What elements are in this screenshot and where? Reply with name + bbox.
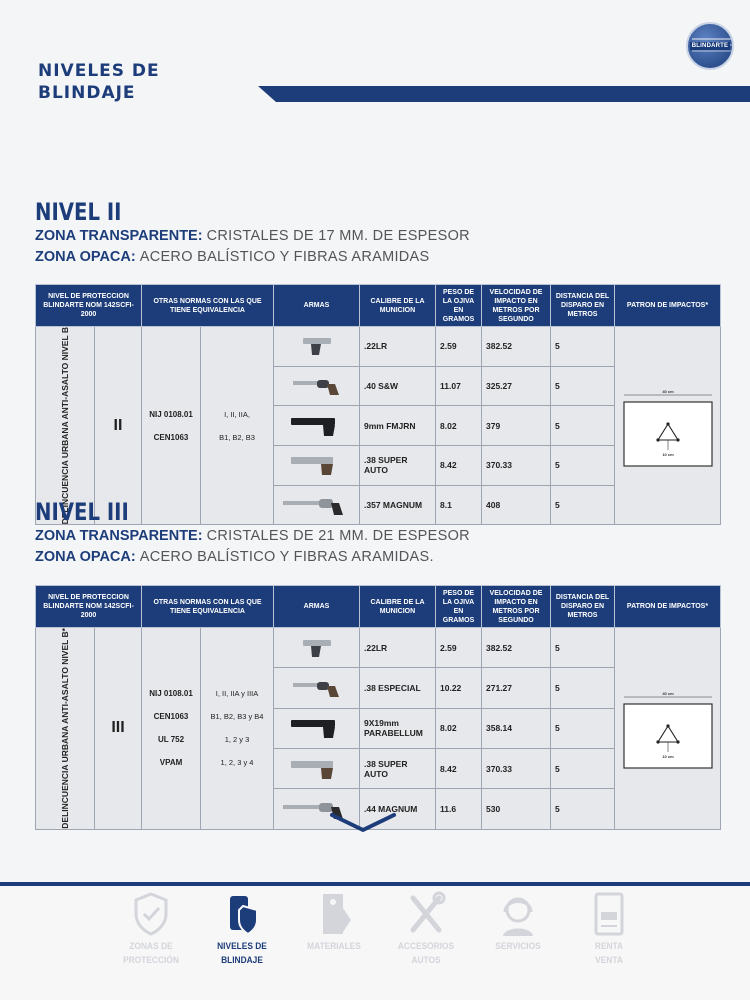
distancia-cell: 5 bbox=[551, 668, 615, 708]
norm-item: NIJ 0108.01 bbox=[149, 689, 193, 699]
logo-text: BLINDARTE bbox=[691, 43, 729, 49]
header-normas: OTRAS NORMAS CON LAS QUE TIENE EQUIVALENCIA bbox=[142, 285, 274, 327]
nav-label-line2: PROTECCIÓN bbox=[123, 955, 179, 966]
nav-item-label bbox=[478, 940, 559, 954]
distancia-cell: 5 bbox=[551, 327, 615, 367]
zona-opaca-value: ACERO BALÍSTICO Y FIBRAS ARAMIDAS bbox=[139, 249, 430, 265]
spec-table-nivel-iii bbox=[35, 585, 721, 830]
category-cell bbox=[36, 327, 95, 525]
nav-item-label bbox=[294, 940, 375, 954]
equivalence-item: 1, 2, 3 y 4 bbox=[220, 758, 254, 768]
distancia-cell: 5 bbox=[551, 446, 615, 486]
gun-cell bbox=[274, 668, 360, 708]
velocidad-cell: 382.52 bbox=[482, 327, 551, 367]
silver-pistol-icon bbox=[277, 757, 357, 781]
nav-item-3[interactable] bbox=[288, 888, 380, 954]
equivalence-item: B1, B2, B3 y B4 bbox=[210, 712, 264, 722]
nav-label-line2: BLINDAJE bbox=[221, 955, 263, 966]
patron-cell bbox=[615, 327, 721, 525]
zona-opaca-label: ZONA OPACA: bbox=[35, 549, 136, 565]
calibre-cell: .22LR bbox=[360, 327, 436, 367]
impact-pattern-diagram bbox=[620, 380, 716, 472]
velocidad-cell: 530 bbox=[482, 789, 551, 829]
calibre-cell: 9X19mm PARABELLUM bbox=[360, 708, 436, 748]
equivalence-list bbox=[205, 409, 269, 443]
peso-cell: 2.59 bbox=[436, 628, 482, 668]
zona-opaca bbox=[35, 247, 720, 268]
velocidad-cell: 408 bbox=[482, 485, 551, 525]
distancia-cell: 5 bbox=[551, 485, 615, 525]
tag-icon bbox=[313, 890, 355, 938]
level-value: III bbox=[111, 719, 125, 737]
gun-cell bbox=[274, 406, 360, 446]
calibre-cell: .44 MAGNUM bbox=[360, 789, 436, 829]
header-calibre: CALIBRE DE LA MUNICION bbox=[360, 285, 436, 327]
gun-cell bbox=[274, 708, 360, 748]
distancia-cell: 5 bbox=[551, 748, 615, 788]
nav-item-label bbox=[111, 940, 192, 968]
zona-transparente-label: ZONA TRANSPARENTE: bbox=[35, 228, 203, 244]
level-value: II bbox=[113, 416, 123, 434]
zona-transparente bbox=[35, 226, 720, 247]
header-calibre: CALIBRE DE LA MUNICION bbox=[360, 586, 436, 628]
patron-center-label: 10 cm bbox=[661, 451, 674, 457]
table-row bbox=[36, 628, 721, 668]
norms-list bbox=[146, 688, 196, 768]
page-title-line2: BLINDAJE bbox=[38, 83, 136, 103]
calibre-cell: .38 SUPER AUTO bbox=[360, 446, 436, 486]
category-label: DELINCUENCIA URBANA ANTI-ASALTO NIVEL B bbox=[59, 327, 70, 525]
calibre-cell: 9mm FMJRN bbox=[360, 406, 436, 446]
norms-list bbox=[146, 409, 196, 443]
norms-cell bbox=[142, 628, 201, 830]
table-row bbox=[36, 327, 721, 367]
level-cell bbox=[95, 628, 142, 830]
nav-divider bbox=[0, 882, 750, 886]
velocidad-cell: 271.27 bbox=[482, 668, 551, 708]
patron-cell bbox=[615, 628, 721, 830]
revolver-icon bbox=[277, 676, 357, 700]
patron-top-label: 40 cm bbox=[661, 691, 674, 697]
velocidad-cell: 379 bbox=[482, 406, 551, 446]
peso-cell: 2.59 bbox=[436, 327, 482, 367]
category-cell bbox=[36, 628, 95, 830]
page-title bbox=[38, 60, 160, 104]
gun-cell bbox=[274, 748, 360, 788]
distancia-cell: 5 bbox=[551, 628, 615, 668]
header-peso: PESO DE LA OJIVA EN GRAMOS bbox=[436, 285, 482, 327]
logo[interactable] bbox=[686, 22, 734, 70]
zona-transparente-value: CRISTALES DE 17 MM. DE ESPESOR bbox=[206, 228, 470, 244]
car-document-icon bbox=[588, 890, 630, 938]
revolver-icon bbox=[277, 374, 357, 398]
norm-item: VPAM bbox=[159, 758, 183, 768]
equivalence-item: B1, B2, B3 bbox=[219, 432, 255, 442]
small-pistol-icon bbox=[277, 636, 357, 660]
norm-item: NIJ 0108.01 bbox=[149, 409, 193, 419]
level-cell bbox=[95, 327, 142, 525]
peso-cell: 8.02 bbox=[436, 406, 482, 446]
black-pistol-icon bbox=[277, 414, 357, 438]
velocidad-cell: 382.52 bbox=[482, 628, 551, 668]
zona-opaca-label: ZONA OPACA: bbox=[35, 249, 136, 265]
header-peso: PESO DE LA OJIVA EN GRAMOS bbox=[436, 586, 482, 628]
zona-transparente-value: CRISTALES DE 21 MM. DE ESPESOR bbox=[206, 528, 470, 544]
calibre-cell: .38 ESPECIAL bbox=[360, 668, 436, 708]
nav-label-line1: RENTA bbox=[594, 941, 624, 952]
shield-check-icon bbox=[130, 890, 172, 938]
header-armas: ARMAS bbox=[274, 586, 360, 628]
velocidad-cell: 370.33 bbox=[482, 446, 551, 486]
header-patron: PATRON DE IMPACTOS* bbox=[615, 586, 721, 628]
nav-item-2[interactable] bbox=[196, 888, 288, 968]
page-title-line1: NIVELES DE bbox=[38, 61, 160, 81]
peso-cell: 11.07 bbox=[436, 366, 482, 406]
nav-label-line1: NIVELES DE bbox=[217, 941, 267, 952]
norms-cell bbox=[142, 327, 201, 525]
peso-cell: 8.02 bbox=[436, 708, 482, 748]
zona-opaca-value: ACERO BALÍSTICO Y FIBRAS ARAMIDAS. bbox=[139, 549, 434, 565]
table-header-row bbox=[36, 586, 721, 628]
header-nivel: NIVEL DE PROTECCION BLINDARTE NOM 142SCFI-2000 bbox=[36, 285, 142, 327]
equivalence-item: 1, 2 y 3 bbox=[224, 735, 250, 745]
header-distancia: DISTANCIA DEL DISPARO EN METROS bbox=[551, 586, 615, 628]
calibre-cell: .38 SUPER AUTO bbox=[360, 748, 436, 788]
distancia-cell: 5 bbox=[551, 708, 615, 748]
nivel-title: NIVEL III bbox=[35, 498, 129, 526]
zona-transparente bbox=[35, 526, 720, 547]
nav-label-line1: ZONAS DE bbox=[129, 941, 173, 952]
zona-transparente-label: ZONA TRANSPARENTE: bbox=[35, 528, 203, 544]
bottom-nav bbox=[0, 888, 750, 1000]
norm-item: CEN1063 bbox=[153, 712, 189, 722]
nav-label-line1: ACCESORIOS bbox=[397, 941, 455, 952]
header-nivel: NIVEL DE PROTECCION BLINDARTE NOM 142SCFI-2000 bbox=[36, 586, 142, 628]
velocidad-cell: 370.33 bbox=[482, 748, 551, 788]
equivalence-cell bbox=[201, 628, 274, 830]
small-pistol-icon bbox=[277, 334, 357, 358]
norm-item: CEN1063 bbox=[153, 432, 189, 442]
velocidad-cell: 358.14 bbox=[482, 708, 551, 748]
section-nivel-ii bbox=[35, 198, 720, 268]
gun-cell bbox=[274, 366, 360, 406]
peso-cell: 11.6 bbox=[436, 789, 482, 829]
spec-table-nivel-ii bbox=[35, 284, 721, 525]
tools-icon bbox=[405, 890, 447, 938]
equivalence-list bbox=[205, 688, 269, 768]
distancia-cell: 5 bbox=[551, 789, 615, 829]
zona-opaca bbox=[35, 547, 720, 568]
header-velocidad: VELOCIDAD DE IMPACTO EN METROS POR SEGUNDO bbox=[482, 586, 551, 628]
header-normas: OTRAS NORMAS CON LAS QUE TIENE EQUIVALENCIA bbox=[142, 586, 274, 628]
black-pistol-icon bbox=[277, 716, 357, 740]
nav-label-line2: AUTOS bbox=[411, 955, 441, 966]
peso-cell: 10.22 bbox=[436, 668, 482, 708]
nav-item-label bbox=[202, 940, 283, 968]
gun-cell bbox=[274, 628, 360, 668]
nav-item-4[interactable] bbox=[380, 888, 472, 968]
equivalence-item: I, II, IIA y IIIA bbox=[215, 689, 259, 699]
scroll-down-chevron-icon[interactable] bbox=[330, 812, 396, 834]
table-header-row bbox=[36, 285, 721, 327]
header-patron: PATRON DE IMPACTOS* bbox=[615, 285, 721, 327]
nav-item-1[interactable] bbox=[105, 888, 197, 968]
header-distancia: DISTANCIA DEL DISPARO EN METROS bbox=[551, 285, 615, 327]
peso-cell: 8.42 bbox=[436, 748, 482, 788]
category-label: DELINCUENCIA URBANA ANTI-ASALTO NIVEL B* bbox=[59, 628, 70, 829]
title-stripe bbox=[258, 86, 750, 102]
nav-label-line2: VENTA bbox=[595, 955, 623, 966]
patron-center-label: 10 cm bbox=[661, 754, 674, 760]
distancia-cell: 5 bbox=[551, 366, 615, 406]
equivalence-cell bbox=[201, 327, 274, 525]
velocidad-cell: 325.27 bbox=[482, 366, 551, 406]
norm-item: UL 752 bbox=[157, 735, 185, 745]
nav-item-6[interactable] bbox=[563, 888, 655, 968]
impact-pattern-diagram bbox=[620, 682, 716, 774]
gun-cell bbox=[274, 446, 360, 486]
patron-top-label: 40 cm bbox=[661, 388, 674, 394]
equivalence-item: I, II, IIA, bbox=[224, 409, 250, 419]
distancia-cell: 5 bbox=[551, 406, 615, 446]
armor-shield-icon bbox=[221, 890, 263, 938]
section-nivel-iii bbox=[35, 498, 720, 568]
calibre-cell: .40 S&W bbox=[360, 366, 436, 406]
calibre-cell: .22LR bbox=[360, 628, 436, 668]
nav-item-label bbox=[569, 940, 650, 968]
peso-cell: 8.1 bbox=[436, 485, 482, 525]
nav-label-line1: MATERIALES bbox=[307, 941, 361, 952]
silver-pistol-icon bbox=[277, 453, 357, 477]
header-velocidad: VELOCIDAD DE IMPACTO EN METROS POR SEGUNDO bbox=[482, 285, 551, 327]
peso-cell: 8.42 bbox=[436, 446, 482, 486]
nav-item-label bbox=[386, 940, 467, 968]
calibre-cell: .357 MAGNUM bbox=[360, 485, 436, 525]
support-agent-icon bbox=[497, 890, 539, 938]
nav-item-5[interactable] bbox=[472, 888, 564, 954]
gun-cell bbox=[274, 327, 360, 367]
header-armas: ARMAS bbox=[274, 285, 360, 327]
nav-label-line1: SERVICIOS bbox=[495, 941, 541, 952]
nivel-title: NIVEL II bbox=[35, 198, 122, 226]
